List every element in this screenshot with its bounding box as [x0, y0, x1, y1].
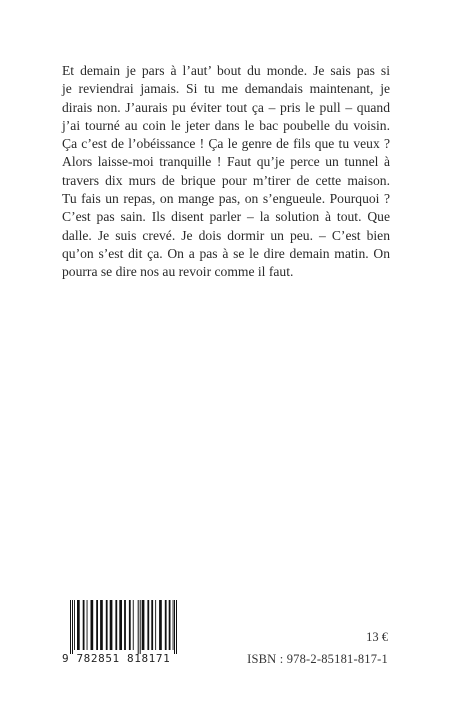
- barcode: [62, 600, 182, 672]
- barcode-number: 9 782851 818171: [62, 652, 171, 665]
- blurb-line: Et demain je pars à l’aut’ bout du monde. Je sais pas si: [62, 63, 390, 78]
- blurb-line: Ça c’est de l’obéissance ! Ça le genre de fils que tu veux ?: [62, 136, 390, 152]
- barcode-bar: [110, 600, 113, 650]
- blurb-line: je reviendrai jamais. Si tu me demandais maintenant, je: [62, 81, 390, 97]
- barcode-bar: [159, 600, 162, 650]
- barcode-bar: [165, 600, 167, 650]
- price-label: 13 €: [366, 630, 388, 644]
- blurb-line: dalle. Je suis crevé. Je dois dormir un peu. – C’est bien: [62, 227, 390, 243]
- blurb-line: Tu fais un repas, on mange pas, on s’engueule. Pourquoi ?: [62, 191, 390, 207]
- blurb-line: j’ai tourné au coin le jeter dans le bac poubelle du voisin.: [62, 117, 390, 133]
- barcode-bar: [138, 600, 139, 654]
- barcode-bar: [83, 600, 85, 650]
- barcode-bar: [106, 600, 108, 650]
- back-cover-blurb: [62, 62, 390, 282]
- blurb-line: qu’on s’est dit ça. On a pas à se le dire demain matin. On: [62, 245, 390, 261]
- barcode-bar: [91, 600, 94, 650]
- isbn-label: ISBN : 978-2-85181-817-1: [247, 652, 388, 666]
- barcode-bar: [173, 600, 174, 650]
- barcode-bar: [77, 600, 80, 650]
- blurb-line: travers dix murs de brique pour m’tirer de cette maison.: [62, 172, 390, 188]
- barcode-bar: [87, 600, 88, 650]
- barcode-bar: [155, 600, 156, 650]
- barcode-bar: [100, 600, 103, 650]
- barcode-bar: [147, 600, 149, 650]
- blurb-line: C’est pas sain. Ils disent parler – la solution à tout. Que: [62, 209, 390, 225]
- barcode-bar: [96, 600, 98, 650]
- barcode-bar: [74, 600, 75, 650]
- barcode-bar: [119, 600, 122, 650]
- barcode-bar: [176, 600, 177, 654]
- barcode-bar: [124, 600, 126, 650]
- blurb-line: Alors laisse-moi tranquille ! Faut qu’je perce un tunnel à: [62, 154, 390, 170]
- barcode-bar: [115, 600, 117, 650]
- barcode-bar: [72, 600, 73, 654]
- barcode-bar: [133, 600, 134, 650]
- blurb-line: dirais non. J’aurais pu éviter tout ça – pris le pull – quand: [62, 99, 390, 115]
- barcode-bars: [62, 600, 182, 656]
- barcode-bar: [129, 600, 131, 650]
- barcode-bar: [142, 600, 145, 650]
- barcode-bar: [151, 600, 153, 650]
- barcode-bar: [140, 600, 141, 654]
- barcode-bar: [174, 600, 175, 654]
- blurb-line: pourra se dire nos au revoir comme il faut.: [62, 264, 294, 280]
- barcode-bar: [70, 600, 71, 654]
- barcode-bar: [169, 600, 171, 650]
